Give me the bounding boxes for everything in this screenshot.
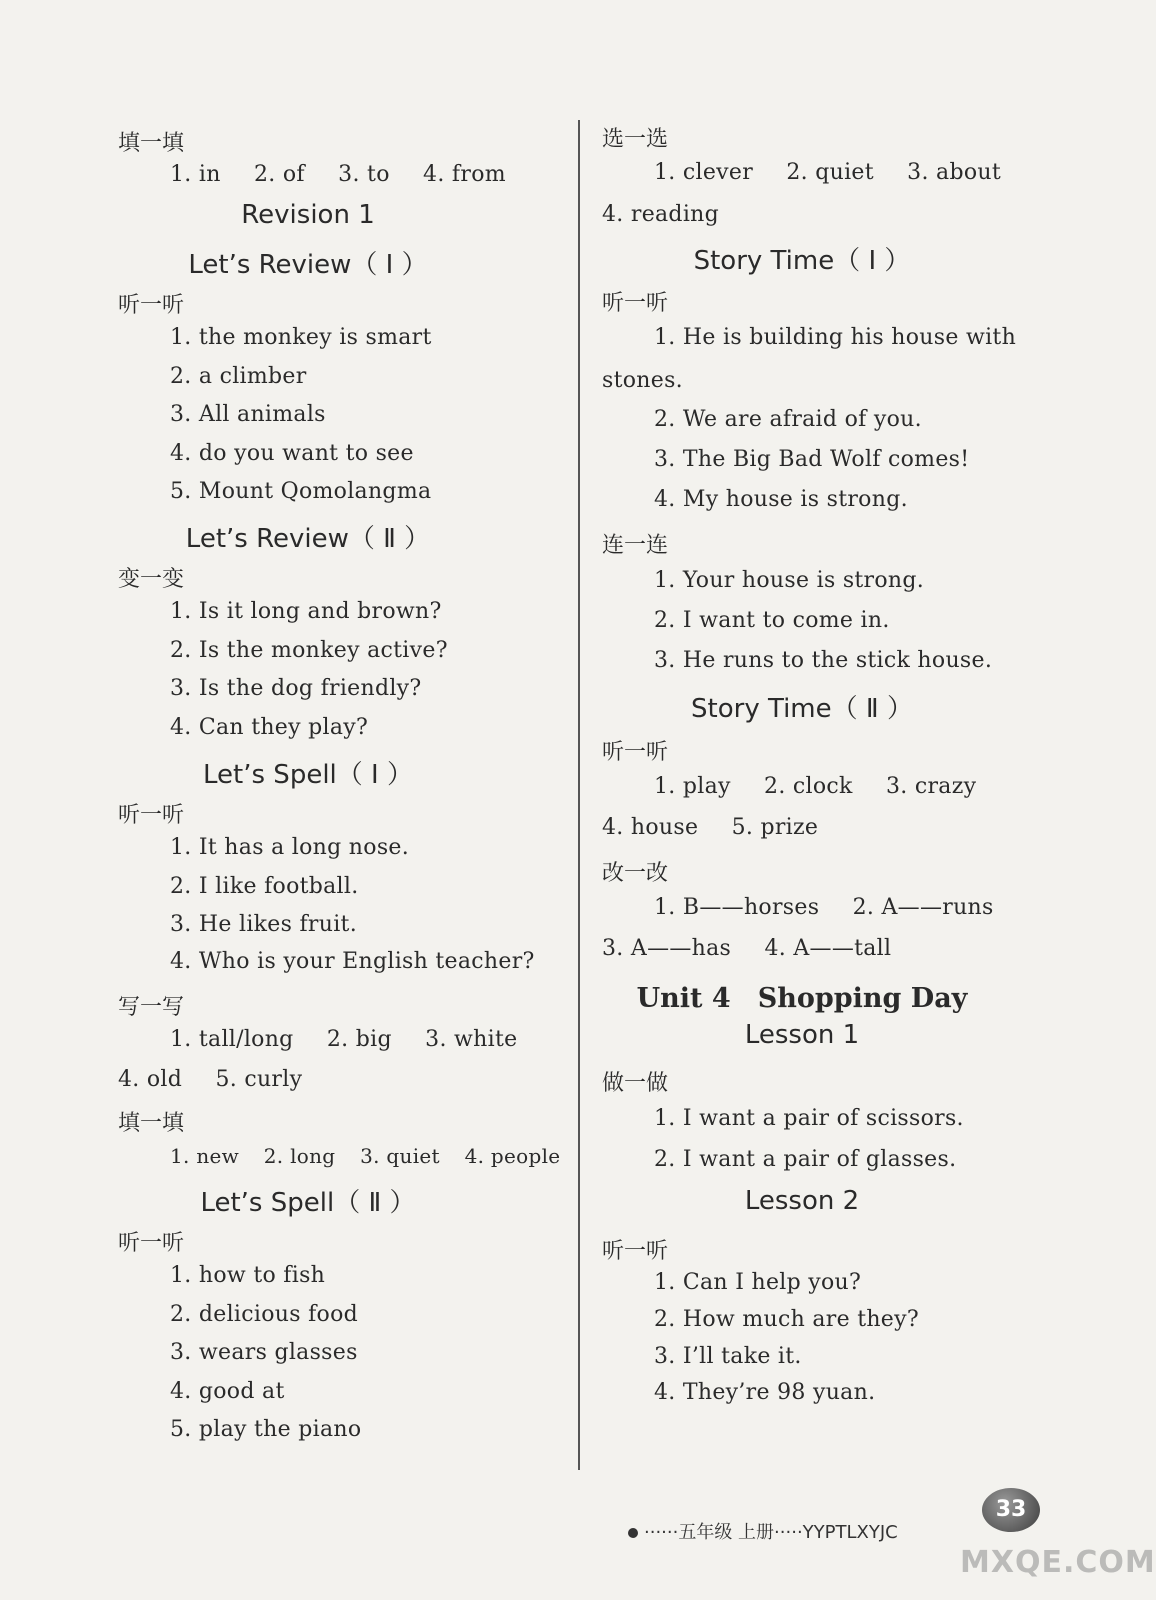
page-footer xyxy=(628,1518,898,1544)
heading-spell-2: Let’s Spell（ Ⅱ ） xyxy=(200,1188,416,1218)
answer-item: 2. I want to come in. xyxy=(654,608,890,633)
section-label: 填一填 xyxy=(118,1111,185,1136)
answer-item: 2. I like football. xyxy=(170,874,359,899)
answer-item: 4. good at xyxy=(170,1379,285,1404)
answer-item: 1. how to fish xyxy=(170,1263,326,1288)
answer-item: 1. in xyxy=(170,162,221,187)
answer-item: 1. tall/long xyxy=(170,1027,294,1052)
answer-item: 3. He likes fruit. xyxy=(170,912,357,937)
answer-item: 2. of xyxy=(254,162,305,187)
answer-item: 1. clever xyxy=(654,160,754,185)
section-label: 写一写 xyxy=(118,995,185,1020)
answer-line xyxy=(118,1067,302,1092)
heading-lesson-2: Lesson 2 xyxy=(744,1186,860,1216)
answer-item: 3. All animals xyxy=(170,402,326,427)
heading-story-1: Story Time（ Ⅰ ） xyxy=(693,246,911,276)
answer-item: 2. How much are they? xyxy=(654,1307,919,1332)
answer-item: 4. reading xyxy=(602,202,720,227)
answer-item: 1. new xyxy=(170,1144,240,1168)
answer-item: 2. A——runs xyxy=(852,895,994,920)
section-label: 选一选 xyxy=(602,127,669,152)
heading-unit-4: Unit 4 Shopping Day xyxy=(636,983,968,1014)
answer-item: 3. Is the dog friendly? xyxy=(170,676,422,701)
heading-review-2: Let’s Review（ Ⅱ ） xyxy=(185,524,431,554)
section-label: 听一听 xyxy=(602,1239,669,1264)
answer-item: 5. play the piano xyxy=(170,1417,362,1442)
section-label: 改一改 xyxy=(602,861,669,886)
answer-item: 2. long xyxy=(263,1144,336,1168)
answer-item-continued: stones. xyxy=(602,368,683,393)
section-label: 听一听 xyxy=(602,291,669,316)
answer-line xyxy=(170,162,506,187)
answer-line xyxy=(654,160,1001,185)
answer-item: 3. to xyxy=(338,162,390,187)
answer-item: 3. crazy xyxy=(885,774,977,799)
answer-item: 4. Can they play? xyxy=(170,715,369,740)
answer-item: 4. from xyxy=(423,162,506,187)
answer-line xyxy=(654,774,976,799)
section-label: 做一做 xyxy=(602,1071,669,1096)
answer-item: 2. I want a pair of glasses. xyxy=(654,1147,957,1172)
answer-item: 4. They’re 98 yuan. xyxy=(654,1380,876,1405)
answer-item: 3. He runs to the stick house. xyxy=(654,648,993,673)
answer-item: 1. I want a pair of scissors. xyxy=(654,1106,964,1131)
answer-item: 2. We are afraid of you. xyxy=(654,407,922,432)
answer-item: 5. curly xyxy=(215,1067,303,1092)
answer-item: 4. old xyxy=(118,1067,183,1092)
section-label: 填一填 xyxy=(118,131,185,156)
heading-revision: Revision 1 xyxy=(241,200,375,230)
answer-line xyxy=(602,936,891,961)
answer-item: 4. do you want to see xyxy=(170,441,414,466)
answer-item: 5. prize xyxy=(731,815,819,840)
section-label: 听一听 xyxy=(602,740,669,765)
page-number: 33 xyxy=(982,1488,1040,1532)
answer-item: 2. quiet xyxy=(786,160,874,185)
answer-item: 5. Mount Qomolangma xyxy=(170,479,432,504)
answer-line xyxy=(602,815,818,840)
answer-item: 4. A——tall xyxy=(764,936,892,961)
column-divider xyxy=(578,120,580,1470)
answer-item: 1. He is building his house with xyxy=(654,325,1017,350)
answer-item: 3. wears glasses xyxy=(170,1340,358,1365)
heading-story-2: Story Time（ Ⅱ ） xyxy=(691,694,913,724)
answer-item: 4. house xyxy=(602,815,699,840)
answer-item: 3. about xyxy=(907,160,1002,185)
answer-item: 2. big xyxy=(326,1027,392,1052)
section-label: 听一听 xyxy=(118,803,185,828)
answer-item: 3. A——has xyxy=(602,936,732,961)
answer-item: 4. My house is strong. xyxy=(654,487,908,512)
answer-item: 1. It has a long nose. xyxy=(170,835,410,860)
answer-item: 3. I’ll take it. xyxy=(654,1344,802,1369)
answer-item: 1. Your house is strong. xyxy=(654,568,925,593)
answer-line xyxy=(654,895,994,920)
site-watermark: MXQE.COM xyxy=(960,1545,1156,1580)
answer-item: 1. play xyxy=(654,774,731,799)
bullet-icon xyxy=(628,1528,638,1538)
section-label: 连一连 xyxy=(602,533,669,558)
answer-line xyxy=(170,1144,560,1168)
answer-line xyxy=(170,1027,517,1052)
answer-item: 2. delicious food xyxy=(170,1302,359,1327)
section-label: 听一听 xyxy=(118,1231,185,1256)
answer-item: 1. the monkey is smart xyxy=(170,325,432,350)
answer-item: 3. white xyxy=(425,1027,518,1052)
footer-text: ······五年级 上册·····YYPTLXYJC xyxy=(644,1522,898,1543)
answer-item: 1. Can I help you? xyxy=(654,1270,862,1295)
answer-item: 2. clock xyxy=(764,774,853,799)
section-label: 变一变 xyxy=(118,567,185,592)
section-label: 听一听 xyxy=(118,293,185,318)
answer-item: 3. quiet xyxy=(360,1144,440,1168)
heading-spell-1: Let’s Spell（ Ⅰ ） xyxy=(203,760,413,790)
answer-item: 2. Is the monkey active? xyxy=(170,638,448,663)
heading-lesson-1: Lesson 1 xyxy=(744,1020,860,1050)
answer-item: 3. The Big Bad Wolf comes! xyxy=(654,447,970,472)
answer-item: 4. people xyxy=(464,1144,561,1168)
answer-item: 4. Who is your English teacher? xyxy=(170,949,535,974)
heading-review-1: Let’s Review（ Ⅰ ） xyxy=(188,250,428,280)
answer-item: 1. B——horses xyxy=(654,895,820,920)
answer-item: 1. Is it long and brown? xyxy=(170,599,442,624)
answer-item: 2. a climber xyxy=(170,364,307,389)
